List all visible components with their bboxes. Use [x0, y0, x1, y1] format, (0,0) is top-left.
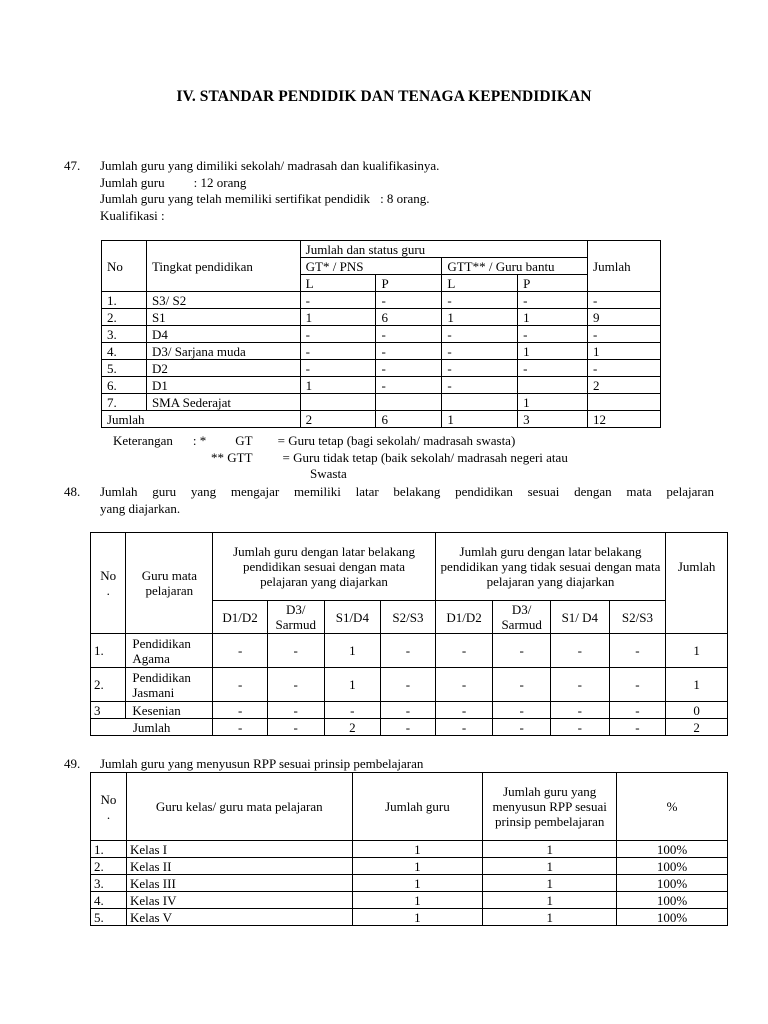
cell-total: 1 — [666, 634, 728, 668]
notes-text1: = Guru tetap (bagi sekolah/ madrasah swasta) — [277, 433, 516, 448]
notes-text2: = Guru tidak tetap (baik sekolah/ madrasah negeri atau — [282, 449, 568, 465]
cell-rpp: 1 — [483, 892, 617, 909]
cell-total: - — [588, 360, 661, 377]
cell-l1: 1 — [300, 377, 376, 394]
subheader-5: D3/ Sarmud — [493, 601, 551, 634]
cell-value: - — [609, 702, 666, 719]
table-row — [91, 892, 728, 909]
header-total: Jumlah — [666, 533, 728, 634]
cell-value: - — [609, 668, 666, 702]
cell-p2: - — [518, 360, 588, 377]
header-l: L — [300, 275, 376, 292]
cell-value: - — [435, 702, 493, 719]
cell-l2: - — [442, 377, 518, 394]
table-row — [91, 841, 728, 858]
notes-abbr2: ** GTT — [211, 449, 253, 465]
table-row — [102, 292, 661, 309]
subheader-7: S2/S3 — [609, 601, 666, 634]
cell-total: 0 — [666, 702, 728, 719]
header-l: L — [442, 275, 518, 292]
q47-number: 47. — [64, 158, 81, 173]
cell-no: 3 — [91, 702, 126, 719]
cell-value: - — [267, 702, 324, 719]
table-row — [91, 875, 728, 892]
cell-p1: - — [376, 343, 442, 360]
q48-table — [90, 532, 728, 736]
cell-total: 1 — [588, 343, 661, 360]
q48-line2: yang diajarkan. — [100, 500, 181, 516]
sum-label: Jumlah — [102, 411, 301, 428]
q48-text — [100, 484, 714, 517]
header-p: P — [518, 275, 588, 292]
header-subject: Guru mata pelajaran — [126, 533, 213, 634]
header-p: P — [376, 275, 442, 292]
cell-l2: - — [442, 292, 518, 309]
cell-pct: 100% — [617, 892, 728, 909]
cell-rpp: 1 — [483, 841, 617, 858]
subheader-6: S1/ D4 — [550, 601, 609, 634]
table-row — [102, 326, 661, 343]
header-count: Jumlah guru — [352, 773, 483, 841]
table-row — [102, 309, 661, 326]
sum-cell: - — [213, 719, 268, 736]
q47-certified-label: Jumlah guru yang telah memiliki sertifikat pendidik — [100, 191, 371, 206]
sum-cell: 12 — [588, 411, 661, 428]
cell-rpp: 1 — [483, 875, 617, 892]
subheader-1: D3/ Sarmud — [267, 601, 324, 634]
cell-value: - — [435, 668, 493, 702]
cell-count: 1 — [352, 909, 483, 926]
table-row — [91, 909, 728, 926]
cell-level: SMA Sederajat — [146, 394, 300, 411]
cell-p1: - — [376, 377, 442, 394]
cell-no: 1. — [91, 634, 126, 668]
sum-cell: 2 — [300, 411, 376, 428]
cell-l2: - — [442, 360, 518, 377]
cell-l1: - — [300, 292, 376, 309]
cell-level: D4 — [146, 326, 300, 343]
header-rpp: Jumlah guru yang menyusun RPP sesuai prinsip pembelajaran — [483, 773, 617, 841]
sum-cell: - — [381, 719, 436, 736]
q47-teacher-count-label: Jumlah guru — [100, 174, 165, 190]
cell-l1: - — [300, 360, 376, 377]
cell-count: 1 — [352, 841, 483, 858]
sum-cell: - — [609, 719, 666, 736]
cell-no: 6. — [102, 377, 147, 394]
cell-subject: Kesenian — [126, 702, 213, 719]
table-row — [102, 360, 661, 377]
cell-pct: 100% — [617, 858, 728, 875]
sum-cell: - — [550, 719, 609, 736]
header-total: Jumlah — [588, 241, 661, 292]
header-no: No — [102, 241, 147, 292]
cell-pct: 100% — [617, 841, 728, 858]
q47-teacher-count-value: : 12 orang — [193, 174, 247, 190]
cell-value: - — [609, 634, 666, 668]
cell-value: - — [381, 702, 436, 719]
cell-value: - — [493, 702, 551, 719]
header-gtt: GTT** / Guru bantu — [442, 258, 588, 275]
q48-number: 48. — [64, 484, 81, 499]
cell-total — [588, 394, 661, 411]
cell-pct: 100% — [617, 875, 728, 892]
cell-rpp: 1 — [483, 858, 617, 875]
q47-text — [100, 158, 439, 224]
cell-no: 2. — [91, 858, 127, 875]
notes-text2b: Swasta — [310, 466, 347, 481]
cell-count: 1 — [352, 892, 483, 909]
header-no — [91, 533, 126, 634]
cell-class: Kelas I — [126, 841, 352, 858]
cell-p1: - — [376, 360, 442, 377]
q49-number: 49. — [64, 756, 81, 771]
cell-no: 3. — [102, 326, 147, 343]
cell-level: D3/ Sarjana muda — [146, 343, 300, 360]
cell-value: - — [493, 668, 551, 702]
cell-no: 2. — [102, 309, 147, 326]
cell-p1: 6 — [376, 309, 442, 326]
header-pct: % — [617, 773, 728, 841]
subheader-2: S1/D4 — [324, 601, 381, 634]
subheader-4: D1/D2 — [435, 601, 493, 634]
header-match: Jumlah guru dengan latar belakang pendidikan sesuai dengan mata pelajaran yang diajarkan — [213, 533, 435, 601]
sum-cell: - — [435, 719, 493, 736]
table-row — [91, 858, 728, 875]
cell-l1: 1 — [300, 309, 376, 326]
cell-p2: - — [518, 292, 588, 309]
table-row — [91, 668, 728, 702]
cell-no: 5. — [102, 360, 147, 377]
cell-l2: - — [442, 326, 518, 343]
cell-total: 9 — [588, 309, 661, 326]
cell-value: - — [550, 634, 609, 668]
sum-cell: - — [493, 719, 551, 736]
sum-cell: 2 — [324, 719, 381, 736]
cell-p2: 1 — [518, 343, 588, 360]
notes-key1: : * — [192, 433, 207, 448]
sum-total: 2 — [666, 719, 728, 736]
cell-pct: 100% — [617, 909, 728, 926]
cell-subject: Pendidikan Agama — [126, 634, 213, 668]
q48-line1: Jumlah guru yang mengajar memiliki latar belakang pendidikan sesuai dengan mata pelajaran — [100, 484, 714, 499]
page-title: IV. STANDAR PENDIDIK DAN TENAGA KEPENDIDIKAN — [176, 88, 592, 105]
cell-count: 1 — [352, 875, 483, 892]
cell-p1: - — [376, 292, 442, 309]
table-row — [91, 702, 728, 719]
header-level: Tingkat pendidikan — [146, 241, 300, 292]
cell-value: - — [550, 668, 609, 702]
cell-l1 — [300, 394, 376, 411]
header-gt: GT* / PNS — [300, 258, 442, 275]
cell-l2: - — [442, 343, 518, 360]
cell-p2: 1 — [518, 309, 588, 326]
header-no-text: No — [100, 791, 117, 807]
cell-l1: - — [300, 343, 376, 360]
cell-no: 1. — [91, 841, 127, 858]
cell-no: 4. — [91, 892, 127, 909]
q49-line1: Jumlah guru yang menyusun RPP sesuai prinsip pembelajaran — [100, 756, 424, 771]
cell-total: 1 — [666, 668, 728, 702]
cell-count: 1 — [352, 858, 483, 875]
cell-no: 4. — [102, 343, 147, 360]
notes-label: Keterangan — [113, 433, 173, 448]
cell-rpp: 1 — [483, 909, 617, 926]
cell-p2: - — [518, 326, 588, 343]
cell-level: D1 — [146, 377, 300, 394]
q47-line3 — [100, 191, 439, 208]
sum-label: Jumlah — [91, 719, 213, 736]
header-no-dot: . — [106, 583, 110, 598]
subheader-3: S2/S3 — [381, 601, 436, 634]
cell-class: Kelas II — [126, 858, 352, 875]
cell-l2: 1 — [442, 309, 518, 326]
cell-level: S3/ S2 — [146, 292, 300, 309]
cell-l2 — [442, 394, 518, 411]
q47-certified-value: : 8 orang. — [380, 191, 430, 206]
header-no — [91, 773, 127, 841]
cell-value: - — [324, 702, 381, 719]
cell-value: 1 — [324, 668, 381, 702]
header-no-dot: . — [106, 806, 111, 822]
cell-no: 7. — [102, 394, 147, 411]
cell-value: - — [213, 702, 268, 719]
subheader-0: D1/D2 — [213, 601, 268, 634]
cell-value: - — [213, 634, 268, 668]
notes-abbr1: GT — [235, 433, 253, 448]
cell-class: Kelas III — [126, 875, 352, 892]
cell-class: Kelas V — [126, 909, 352, 926]
q47-table — [101, 240, 661, 428]
sum-cell: 1 — [442, 411, 518, 428]
sum-cell: - — [267, 719, 324, 736]
cell-p2: 1 — [518, 394, 588, 411]
cell-p1 — [376, 394, 442, 411]
cell-total: 2 — [588, 377, 661, 394]
cell-level: D2 — [146, 360, 300, 377]
sum-cell: 3 — [518, 411, 588, 428]
cell-value: - — [267, 668, 324, 702]
header-nomatch: Jumlah guru dengan latar belakang pendidikan yang tidak sesuai dengan mata pelajaran yang diajarkan — [435, 533, 666, 601]
cell-value: 1 — [324, 634, 381, 668]
q47-line1: Jumlah guru yang dimiliki sekolah/ madrasah dan kualifikasinya. — [100, 158, 440, 173]
cell-no: 1. — [102, 292, 147, 309]
header-group: Jumlah dan status guru — [300, 241, 587, 258]
cell-value: - — [381, 668, 436, 702]
q47-notes — [113, 433, 568, 483]
cell-value: - — [381, 634, 436, 668]
cell-no: 5. — [91, 909, 127, 926]
cell-p1: - — [376, 326, 442, 343]
cell-total: - — [588, 326, 661, 343]
table-row — [102, 377, 661, 394]
cell-value: - — [435, 634, 493, 668]
cell-no: 2. — [91, 668, 126, 702]
cell-class: Kelas IV — [126, 892, 352, 909]
cell-level: S1 — [146, 309, 300, 326]
cell-no: 3. — [91, 875, 127, 892]
cell-p2 — [518, 377, 588, 394]
cell-value: - — [550, 702, 609, 719]
q47-line4: Kualifikasi : — [100, 207, 165, 223]
header-no-text: No — [100, 568, 117, 583]
cell-value: - — [213, 668, 268, 702]
cell-l1: - — [300, 326, 376, 343]
sum-row — [91, 719, 728, 736]
table-row — [102, 343, 661, 360]
cell-value: - — [267, 634, 324, 668]
cell-total: - — [588, 292, 661, 309]
sum-cell: 6 — [376, 411, 442, 428]
table-row — [91, 634, 728, 668]
q49-table — [90, 772, 728, 926]
q47-line2 — [100, 175, 439, 192]
header-class: Guru kelas/ guru mata pelajaran — [126, 773, 352, 841]
cell-subject: Pendidikan Jasmani — [126, 668, 213, 702]
table-row — [102, 394, 661, 411]
cell-value: - — [493, 634, 551, 668]
